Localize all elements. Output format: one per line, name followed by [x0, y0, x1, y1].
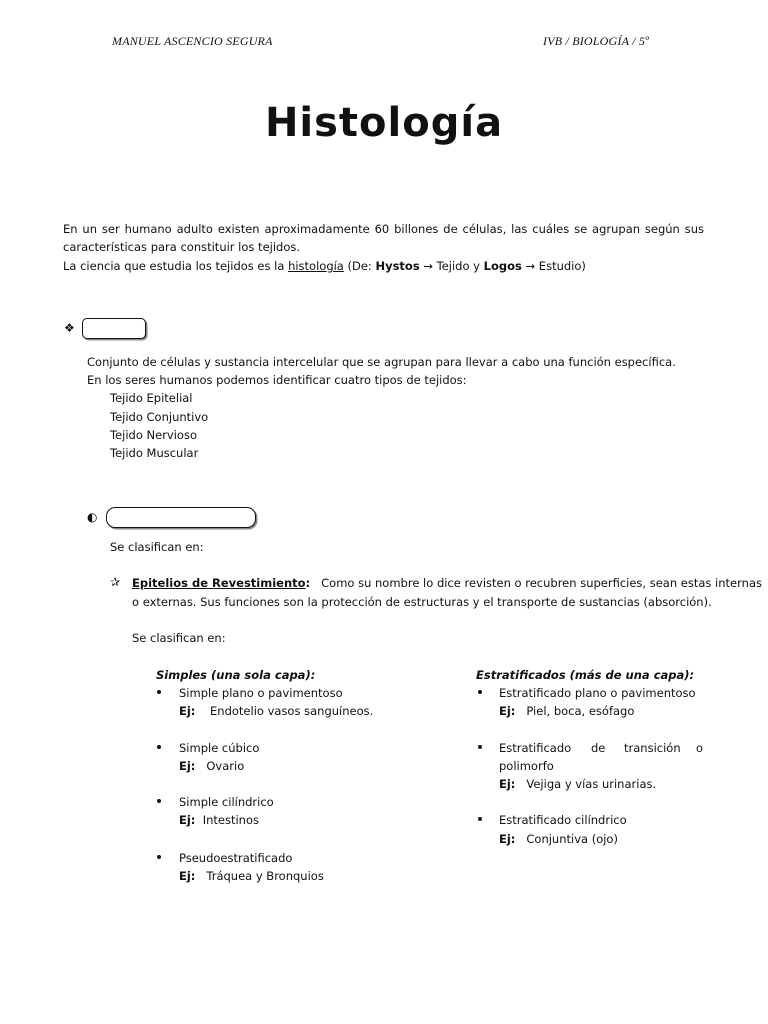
epitelios-label: Epitelios de Revestimiento	[132, 576, 306, 590]
estratificados-item-example	[499, 830, 618, 848]
example-text: Intestinos	[202, 813, 259, 827]
epitelios-colon: :	[305, 576, 311, 590]
hystos-term: Hystos	[375, 259, 420, 273]
example-text: Ovario	[206, 759, 245, 773]
epitelios-text: Como su nombre lo dice revisten o recubren superficies, sean estas internas	[321, 576, 762, 590]
estratificados-item-name-w1: Estratificado	[499, 741, 572, 755]
estratificados-item-name: Estratificado plano o pavimentoso	[499, 686, 696, 700]
example-text: Conjuntiva (ojo)	[526, 832, 618, 846]
intro-science-line	[63, 257, 586, 275]
tejido-types-intro: En los seres humanos podemos identificar cuatro tipos de tejidos:	[87, 373, 467, 387]
tejido-type-item: Tejido Conjuntivo	[110, 410, 209, 424]
ej-label: Ej:	[499, 777, 516, 791]
ej-label: Ej:	[499, 704, 516, 718]
bullet-dot-icon	[157, 690, 161, 694]
ej-label: Ej:	[499, 832, 516, 846]
simples-heading: Simples (una sola capa):	[156, 668, 316, 682]
simples-item-name: Simple cúbico	[179, 741, 260, 755]
logos-term: Logos	[483, 259, 522, 273]
page-title: Histología	[264, 100, 504, 146]
arrow-icon: →	[423, 259, 433, 273]
ej-label: Ej:	[179, 759, 196, 773]
estratificados-item-name-cont: polimorfo	[499, 759, 554, 773]
simples-item-name: Pseudoestratificado	[179, 851, 293, 865]
estratificados-item-example	[499, 702, 634, 720]
simples-item-example	[179, 702, 373, 720]
header-author: MANUEL ASCENCIO SEGURA	[112, 34, 273, 48]
estudio-term: Estudio)	[535, 259, 586, 273]
star-bullet-icon: ✰	[110, 575, 121, 589]
tejido-definition: Conjunto de células y sustancia intercelular que se agrupan para llevar a cabo una función específica.	[87, 355, 676, 369]
tejido-type-item: Tejido Epitelial	[110, 391, 193, 405]
estratificados-item-name-w4: o	[696, 741, 704, 755]
header-course: IVB / BIOLOGÍA / 5º	[543, 34, 649, 48]
tejido-term: Tejido y	[432, 259, 484, 273]
example-text: Tráquea y Bronquios	[206, 869, 324, 883]
classify-text: Se clasifican en:	[110, 540, 204, 554]
ej-label: Ej:	[179, 813, 196, 827]
epitelios-text-2: o externas. Sus funciones son la protección de estructuras y el transporte de sustancias (absorción).	[132, 595, 712, 609]
simples-item-name: Simple cilíndrico	[179, 795, 274, 809]
bullet-dot-icon	[157, 855, 161, 859]
bullet-dot-icon	[478, 690, 482, 694]
simples-item-example	[179, 811, 259, 829]
section-heading-box	[82, 318, 146, 339]
estratificados-item-name: Estratificado cilíndrico	[499, 813, 627, 827]
estratificados-item-example	[499, 775, 656, 793]
example-text: Piel, boca, esófago	[526, 704, 635, 718]
tejido-type-item: Tejido Nervioso	[110, 428, 197, 442]
circle-bullet-icon: ◐	[87, 510, 98, 524]
intro-text: La ciencia que estudia los tejidos es la	[63, 259, 289, 273]
example-text: Vejiga y vías urinarias.	[526, 777, 657, 791]
arrow-icon: →	[525, 259, 536, 273]
estratificados-item-name-w3: transición	[624, 741, 681, 755]
subsection-heading-box	[106, 507, 256, 528]
bullet-dot-icon	[478, 745, 482, 749]
bullet-dot-icon	[478, 817, 482, 821]
diamond-bullet-icon: ❖	[64, 321, 75, 335]
simples-item-example	[179, 757, 244, 775]
epitelios-line	[132, 574, 762, 592]
bullet-dot-icon	[157, 745, 161, 749]
simples-item-example	[179, 867, 324, 885]
bullet-dot-icon	[157, 799, 161, 803]
estratificados-item-name-w2: de	[591, 741, 606, 755]
example-text: Endotelio vasos sanguíneos.	[210, 704, 374, 718]
histologia-link: histología	[288, 259, 344, 273]
ej-label: Ej:	[179, 704, 196, 718]
intro-text-de: (De:	[343, 259, 376, 273]
intro-paragraph: En un ser humano adulto existen aproximadamente 60 billones de células, las cuáles se agrupan según sus características para constituir los tejidos.	[63, 222, 704, 254]
estratificados-heading: Estratificados (más de una capa):	[476, 668, 695, 682]
tejido-type-item: Tejido Muscular	[110, 446, 199, 460]
classify-text-2: Se clasifican en:	[132, 631, 226, 645]
ej-label: Ej:	[179, 869, 196, 883]
simples-item-name: Simple plano o pavimentoso	[179, 686, 343, 700]
